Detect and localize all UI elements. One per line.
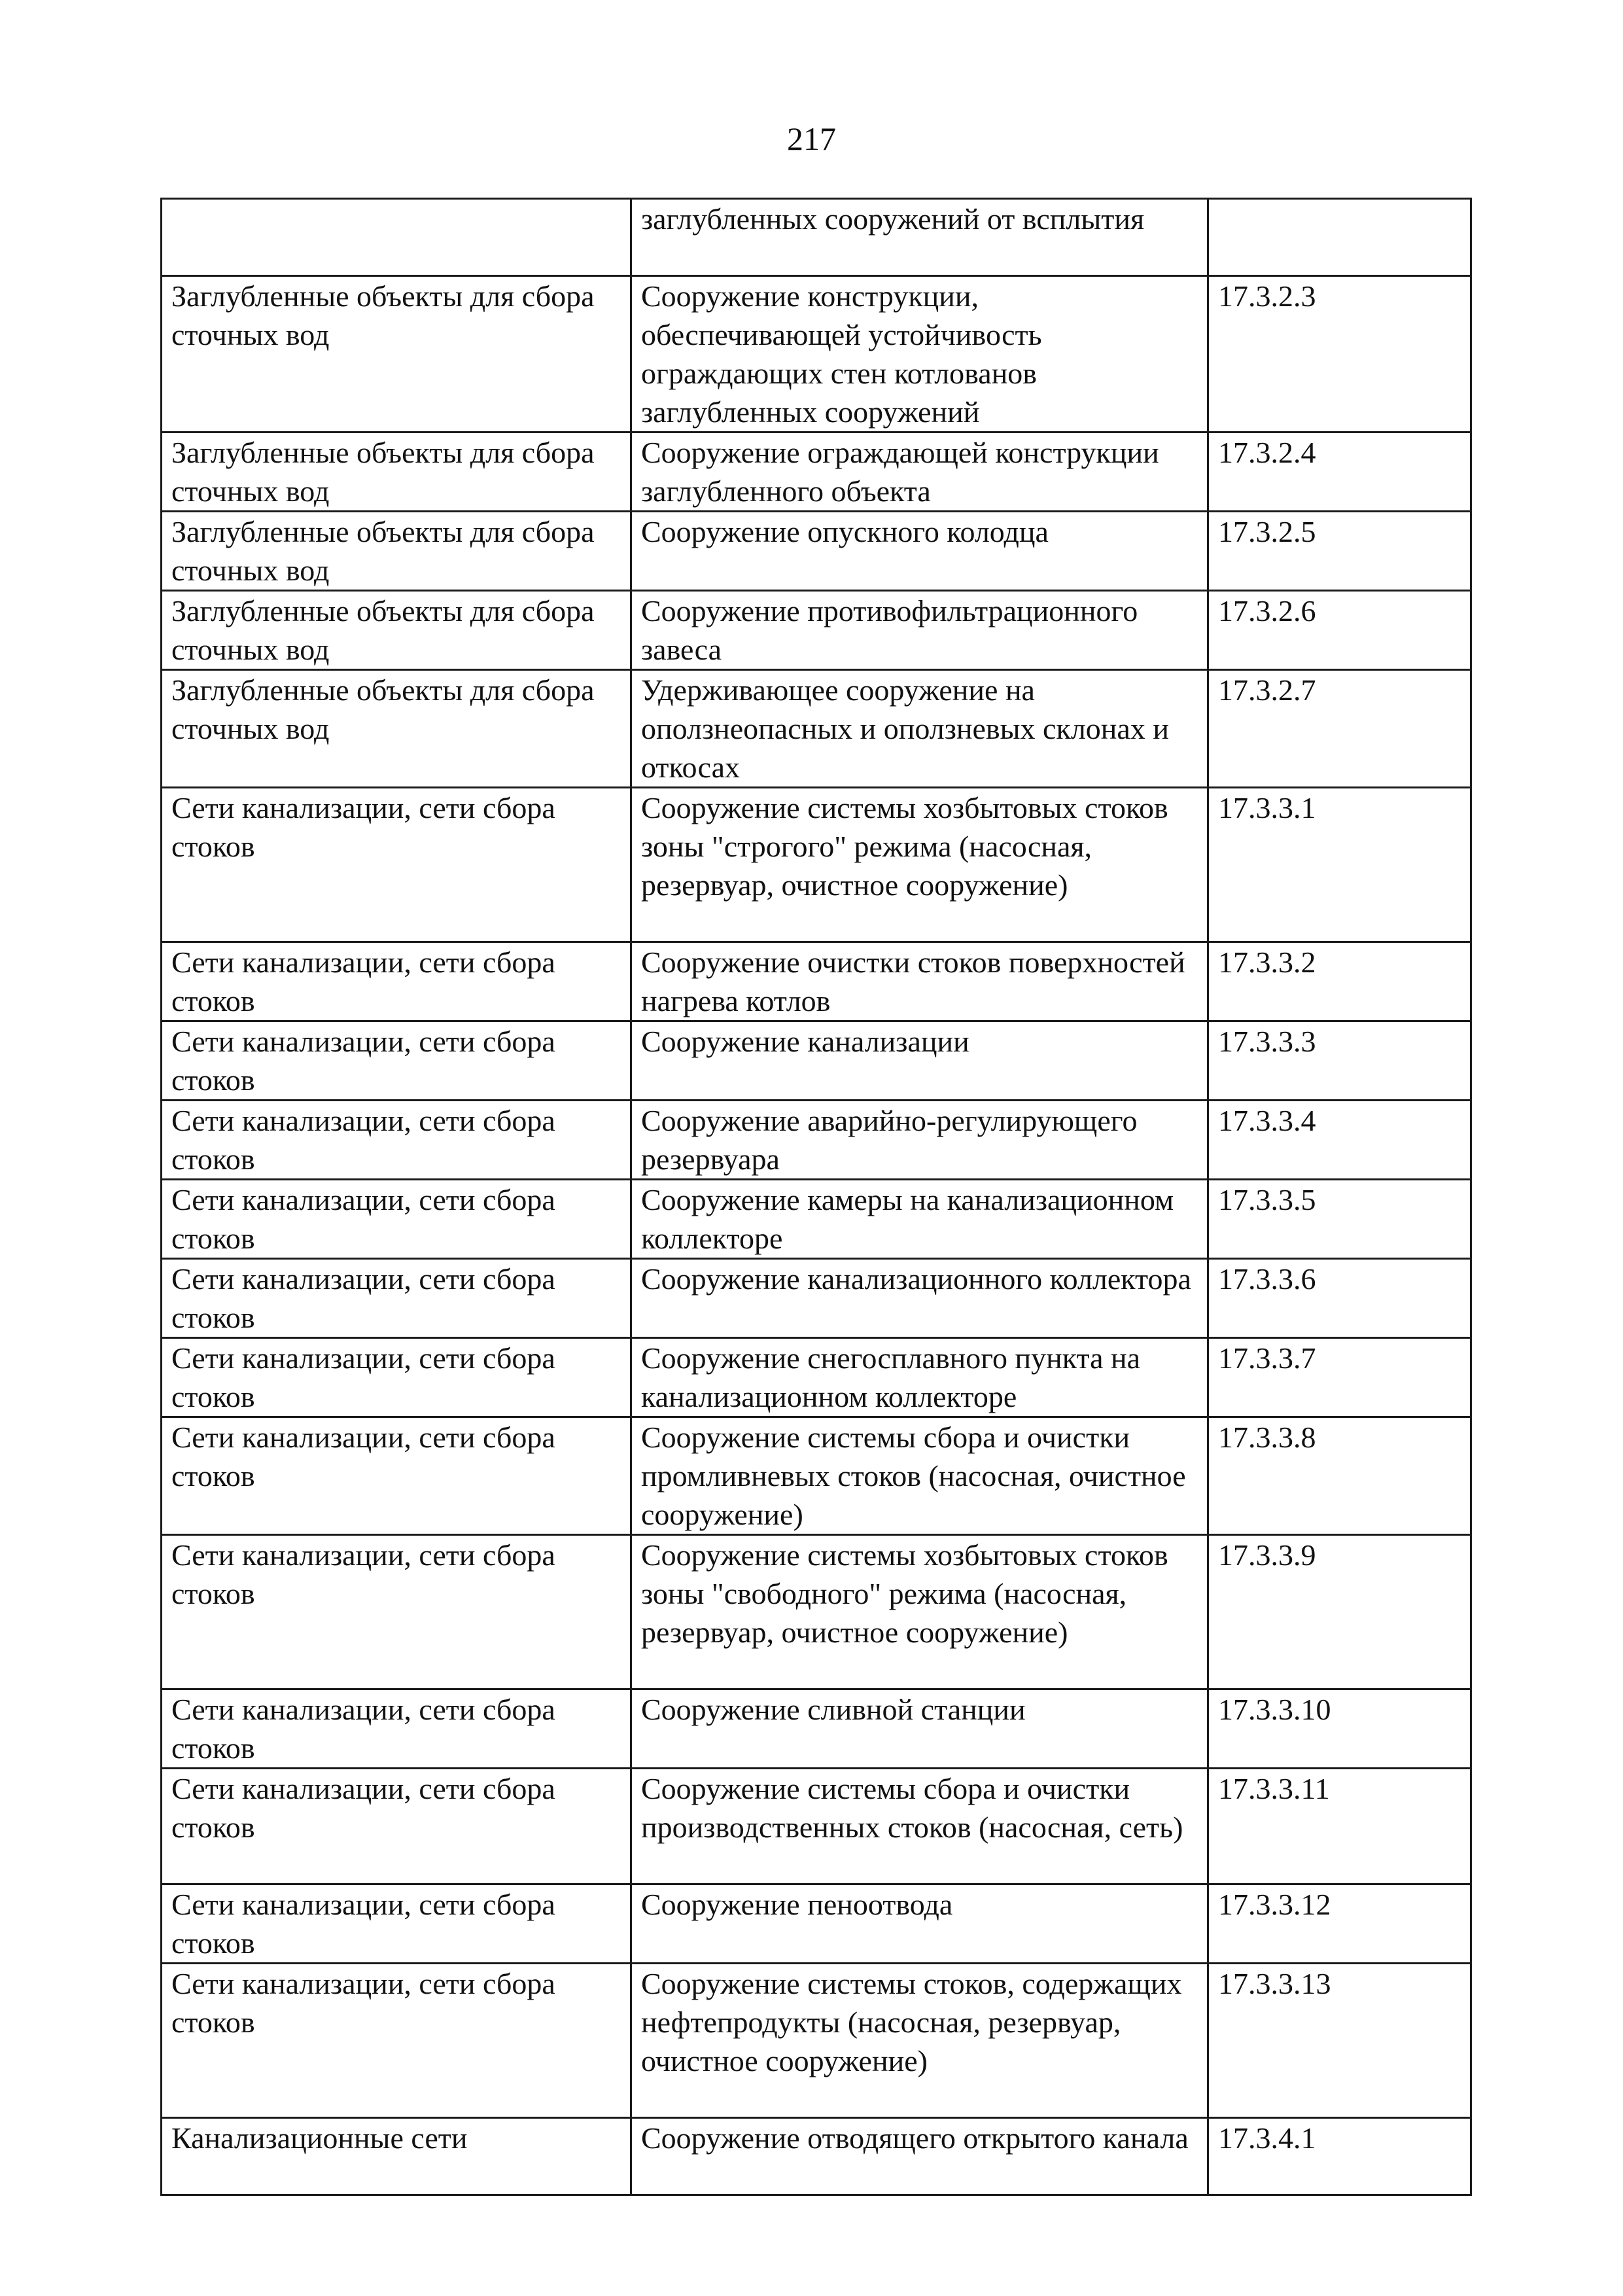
page-number: 217 — [787, 120, 836, 157]
object-type-cell — [162, 199, 631, 276]
structure-description-cell: Сооружение отводящего открытого канала — [631, 2118, 1208, 2195]
object-type-cell: Сети канализации, сети сбора стоков — [162, 1021, 631, 1101]
object-type-cell: Сети канализации, сети сбора стоков — [162, 1964, 631, 2118]
code-cell: 17.3.4.1 — [1208, 2118, 1471, 2195]
table-row — [162, 942, 1471, 1021]
structure-description-cell: Сооружение очистки стоков поверхностей нагрева котлов — [631, 942, 1208, 1021]
code-cell: 17.3.2.5 — [1208, 512, 1471, 591]
object-type-cell: Сети канализации, сети сбора стоков — [162, 1338, 631, 1417]
object-type-cell: Сети канализации, сети сбора стоков — [162, 1417, 631, 1535]
table-row — [162, 1101, 1471, 1180]
code-cell: 17.3.3.7 — [1208, 1338, 1471, 1417]
code-cell: 17.3.3.12 — [1208, 1884, 1471, 1964]
table-row — [162, 670, 1471, 788]
table-row — [162, 1021, 1471, 1101]
code-cell: 17.3.2.4 — [1208, 433, 1471, 512]
table-row — [162, 433, 1471, 512]
object-type-cell: Сети канализации, сети сбора стоков — [162, 1689, 631, 1769]
object-type-cell: Сети канализации, сети сбора стоков — [162, 1180, 631, 1259]
code-cell: 17.3.2.6 — [1208, 591, 1471, 670]
structure-description-cell: Сооружение системы сбора и очистки производственных стоков (насосная, сеть) — [631, 1769, 1208, 1884]
table-row — [162, 1884, 1471, 1964]
structure-description-cell: Сооружение конструкции, обеспечивающей устойчивость ограждающих стен котлованов заглубленных сооружений — [631, 276, 1208, 433]
object-type-cell: Заглубленные объекты для сбора сточных вод — [162, 433, 631, 512]
object-type-cell: Сети канализации, сети сбора стоков — [162, 1259, 631, 1338]
code-cell: 17.3.2.3 — [1208, 276, 1471, 433]
object-type-cell: Заглубленные объекты для сбора сточных вод — [162, 591, 631, 670]
object-type-cell: Заглубленные объекты для сбора сточных вод — [162, 670, 631, 788]
code-cell: 17.3.3.1 — [1208, 788, 1471, 942]
code-cell: 17.3.3.8 — [1208, 1417, 1471, 1535]
code-cell: 17.3.3.5 — [1208, 1180, 1471, 1259]
structure-description-cell: Удерживающее сооружение на оползнеопасных и оползневых склонах и откосах — [631, 670, 1208, 788]
object-type-cell: Канализационные сети — [162, 2118, 631, 2195]
object-type-cell: Сети канализации, сети сбора стоков — [162, 1769, 631, 1884]
table-row — [162, 788, 1471, 942]
structure-description-cell: Сооружение камеры на канализационном коллекторе — [631, 1180, 1208, 1259]
structure-description-cell: Сооружение системы стоков, содержащих нефтепродукты (насосная, резервуар, очистное сооружение) — [631, 1964, 1208, 2118]
table-row — [162, 1417, 1471, 1535]
object-type-cell: Сети канализации, сети сбора стоков — [162, 1535, 631, 1689]
table-row — [162, 199, 1471, 276]
structure-description-cell: Сооружение канализационного коллектора — [631, 1259, 1208, 1338]
table-row — [162, 1769, 1471, 1884]
code-cell: 17.3.3.10 — [1208, 1689, 1471, 1769]
object-type-cell: Заглубленные объекты для сбора сточных вод — [162, 276, 631, 433]
object-type-cell: Сети канализации, сети сбора стоков — [162, 942, 631, 1021]
structure-description-cell: Сооружение опускного колодца — [631, 512, 1208, 591]
structure-description-cell: Сооружение аварийно-регулирующего резервуара — [631, 1101, 1208, 1180]
object-type-cell: Заглубленные объекты для сбора сточных вод — [162, 512, 631, 591]
table-row — [162, 2118, 1471, 2195]
structure-description-cell: Сооружение канализации — [631, 1021, 1208, 1101]
table-row — [162, 1535, 1471, 1689]
table-row — [162, 1180, 1471, 1259]
structure-description-cell: Сооружение системы хозбытовых стоков зоны "строгого" режима (насосная, резервуар, очистное сооружение) — [631, 788, 1208, 942]
table-row — [162, 1259, 1471, 1338]
code-cell: 17.3.3.11 — [1208, 1769, 1471, 1884]
structure-description-cell: заглубленных сооружений от всплытия — [631, 199, 1208, 276]
structure-description-cell: Сооружение противофильтрационного завеса — [631, 591, 1208, 670]
structure-description-cell: Сооружение пеноотвода — [631, 1884, 1208, 1964]
table-row — [162, 1338, 1471, 1417]
structure-description-cell: Сооружение системы сбора и очистки промливневых стоков (насосная, очистное сооружение) — [631, 1417, 1208, 1535]
code-cell: 17.3.2.7 — [1208, 670, 1471, 788]
structure-description-cell: Сооружение системы хозбытовых стоков зоны "свободного" режима (насосная, резервуар, очистное сооружение) — [631, 1535, 1208, 1689]
code-cell: 17.3.3.13 — [1208, 1964, 1471, 2118]
structure-description-cell: Сооружение ограждающей конструкции заглубленного объекта — [631, 433, 1208, 512]
code-cell: 17.3.3.2 — [1208, 942, 1471, 1021]
table-row — [162, 276, 1471, 433]
structure-description-cell: Сооружение сливной станции — [631, 1689, 1208, 1769]
data-table — [160, 198, 1472, 2196]
code-cell: 17.3.3.3 — [1208, 1021, 1471, 1101]
code-cell: 17.3.3.9 — [1208, 1535, 1471, 1689]
table-row — [162, 1964, 1471, 2118]
table-row — [162, 1689, 1471, 1769]
structure-description-cell: Сооружение снегосплавного пункта на канализационном коллекторе — [631, 1338, 1208, 1417]
code-cell — [1208, 199, 1471, 276]
table-row — [162, 591, 1471, 670]
object-type-cell: Сети канализации, сети сбора стоков — [162, 788, 631, 942]
object-type-cell: Сети канализации, сети сбора стоков — [162, 1101, 631, 1180]
object-type-cell: Сети канализации, сети сбора стоков — [162, 1884, 631, 1964]
code-cell: 17.3.3.6 — [1208, 1259, 1471, 1338]
table-row — [162, 512, 1471, 591]
code-cell: 17.3.3.4 — [1208, 1101, 1471, 1180]
